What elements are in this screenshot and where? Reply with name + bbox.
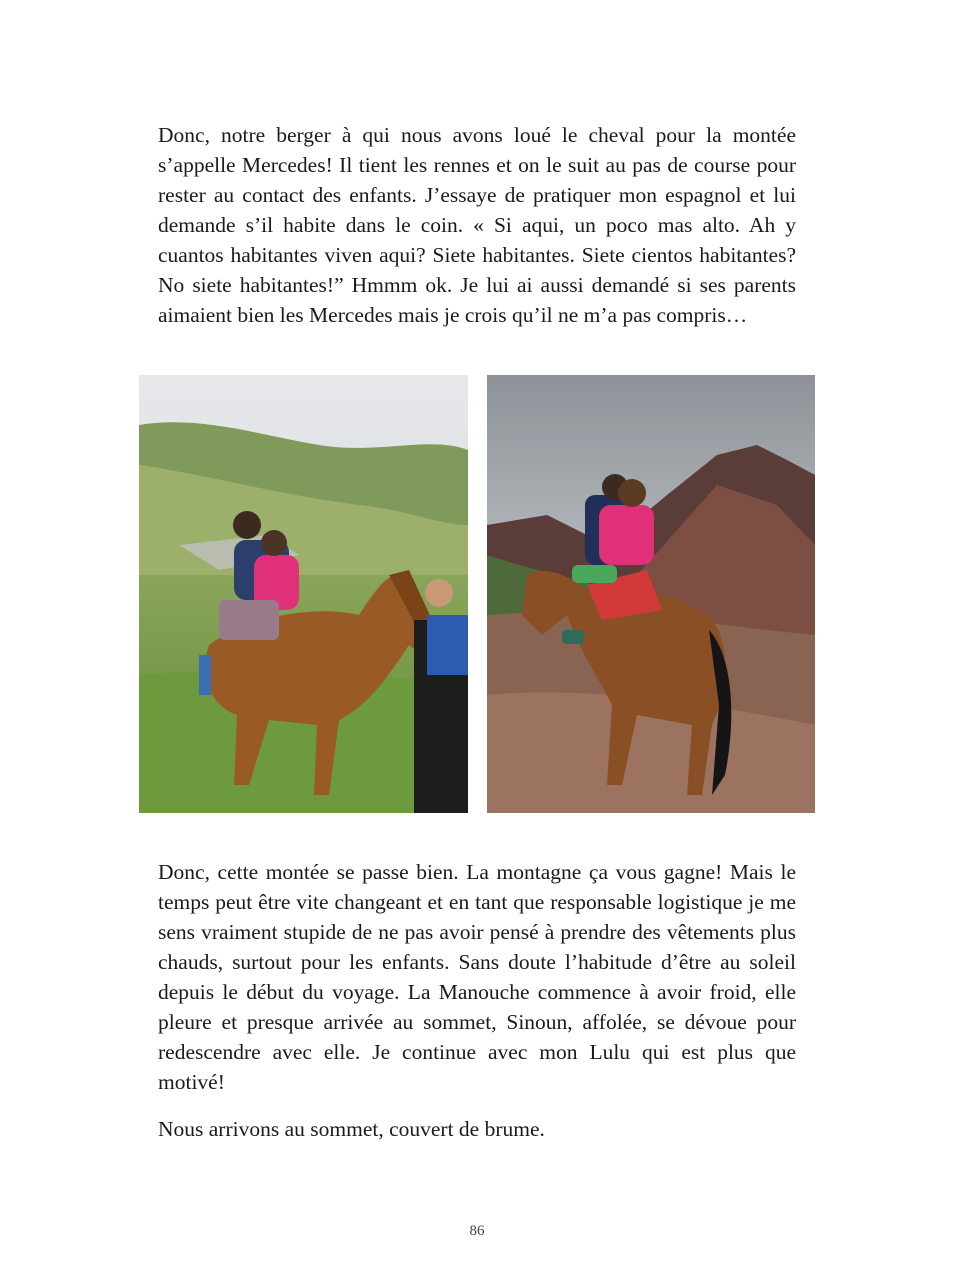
paragraph-sommet: Nous arrivons au sommet, couvert de brume. — [158, 1117, 545, 1141]
photo-children-on-horse-with-herder — [139, 375, 468, 813]
paragraph-mercedes: Donc, notre berger à qui nous avons loué le cheval pour la montée s’appelle Mercedes! Il tient les rennes et on le suit au pas de course pour rester au contact des enfants. J’essaye de pratiquer mon espagnol et lui demande s’il habite dans le coin. « Si aqui, un poco mas alto. Ah y cuantos habitantes viven aqui? Siete habitantes. Siete cientos habitantes? No siete habitantes!” Hmmm ok. Je lui ai aussi demandé si ses parents aimaient bien les Mercedes mais je crois qu’il ne m’a pas compris… — [158, 123, 796, 327]
page-number: 86 — [469, 1223, 485, 1239]
paragraph-montee: Donc, cette montée se passe bien. La montagne ça vous gagne! Mais le temps peut être vite changeant et en tant que responsable logistique je me sens vraiment stupide de ne pas avoir pensé à prendre des vêtements plus chauds, surtout pour les enfants. Sans doute l’habitude d’être au soleil depuis le début du voyage. La Manouche commence à avoir froid, elle pleure et presque arrivée au sommet, Sinoun, affolée, se dévoue pour redescendre avec elle. Je continue avec mon Lulu qui est plus que motivé! — [158, 860, 796, 1094]
photo-children-riding-mountain-trail — [487, 375, 815, 813]
